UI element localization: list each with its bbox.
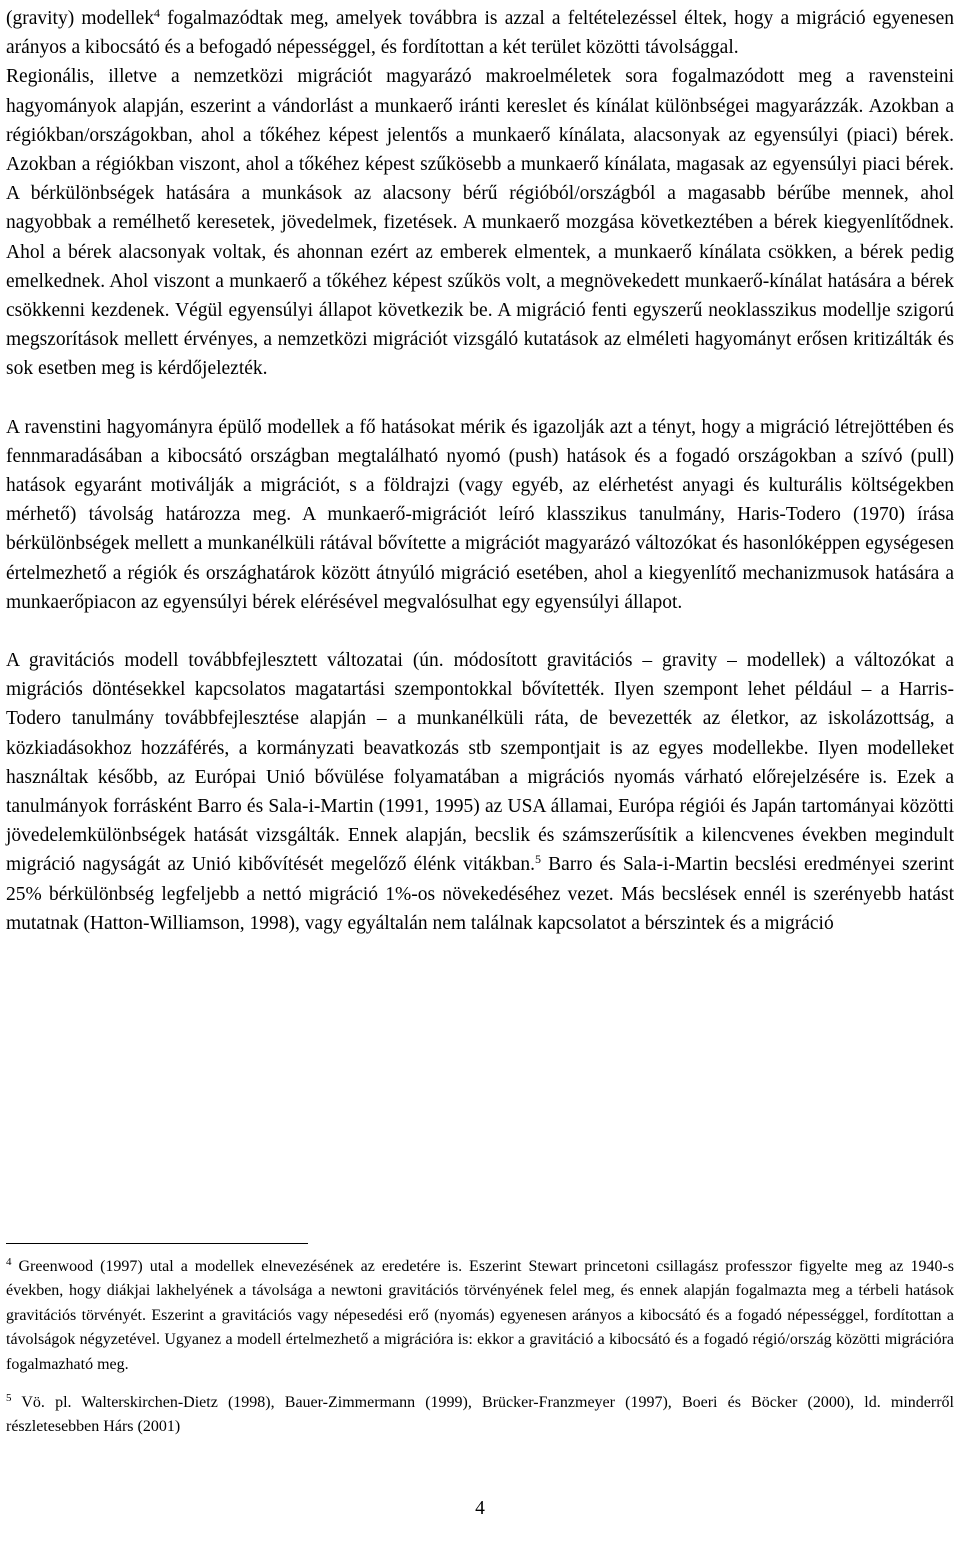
footnote-marker: 5	[6, 1392, 12, 1405]
footnote-marker: 4	[6, 1256, 12, 1268]
footnote-4	[6, 1255, 954, 1377]
paragraph-1-text-start: (gravity) modellek	[6, 8, 154, 29]
paragraph-gap	[6, 617, 954, 646]
paragraph-4-text-end: Barro és Sala-i-Martin becslési eredményei szerint 25% bérkülönbség legfeljebb a nettó migráció 1%-os növekedéséhez vezet. Más becslések ennél is szerényebb hatást mutatnak (Hatton-Williamson, 1998), vagy egyáltalán nem találnak kapcsolatot a bérszintek és a migráció	[6, 854, 954, 934]
paragraph-3: A ravenstini hagyományra épülő modellek a fő hatásokat mérik és igazolják azt a tényt, hogy a migráció létrejöttében és fennmaradásában a kibocsátó országban megtalálható nyomó (push) hatások és a fogadó országokban a szívó (pull) hatások egyaránt motiválják a migrációt, s a földrajzi (vagy egyéb, az elérhetést anyagi és kulturális költségekben mérhető) távolság határozza meg. A munkaerő-migrációt leíró klasszikus tanulmány, Haris-Todero (1970) írása bérkülönbségek mellett a munkanélküli rátával bővítette a migrációt magyarázó változókat és hasonlóképpen egységesen értelmezhető a régiók és országhatárok között átnyúló migráció esetében, ahol a kiegyenlítő mechanizmusok hatására a munkaerőpiacon az egyensúlyi bérek elérésével megvalósulhat egy egyensúlyi állapot.	[6, 416, 954, 613]
footnote-text: Greenwood (1997) utal a modellek elnevezésének az eredetére is. Eszerint Stewart princetoni csillagász professzor figyelte meg az 1940-s években, hogy diákjai lakhelyének a távolsága a newtoni gravitációs törvényének felel meg, és ennek alapján fogalmazta meg a térbeli hatások gravitációs törvényét. Eszerint a gravitációs vagy népesedési erő (nyomás) egyenesen arányos a kibocsátó és a fogadó népességgel, fordítottan a távolságok négyzetével. Ugyanez a modell értelmezhető a migrációra is: ekkor a gravitáció a kibocsátó és a fogadó régió/ország közötti migrációra fogalmazható meg.	[6, 1258, 955, 1373]
page-number: 4	[475, 1498, 485, 1519]
paragraph-2: Regionális, illetve a nemzetközi migrációt magyarázó makroelméletek sora fogalmazódott meg a ravensteini hagyományok alapján, eszerint a vándorlást a munkaerő iránti kereslet és kínálat különbségei magyarázzák. Azokban a régiókban/országokban, ahol a tőkéhez képest jelentős a munkaerő kínálata, alacsonyak az egyensúlyi (piaci) bérek. Azokban a régiókban viszont, ahol a tőkéhez képest szűkösebb a munkaerő kínálata, magasak az egyensúlyi piaci bérek. A bérkülönbségek hatására a munkások az alacsony bérű régióból/országból a magasabb bérűbe mennek, ahol nagyobbak a remélhető keresetek, jövedelmek, fizetések. A munkaerő mozgása következtében a bérek kiegyenlítődnek. Ahol a bérek alacsonyak voltak, és ahonnan ezért az emberek elmentek, a munkaerő kínálata csökken, a bérek pedig emelkednek. Ahol viszont a munkaerő a tőkéhez képest szűkös volt, a megnövekedett munkaerő-kínálat hatására a bérek csökkenni kezdenek. Végül egyensúlyi állapot következik be. A migráció fenti egyszerű neoklasszikus modellje szigorú megszorítások mellett érvényes, a nemzetközi migrációt vizsgáló kutatások az elméleti hagyományt erősen kritizálták és sok esetben meg is kérdőjelezték.	[6, 66, 954, 380]
page-body	[6, 4, 954, 938]
paragraph-1	[6, 4, 954, 62]
paragraph-4-text-start: A gravitációs modell továbbfejlesztett változatai (ún. módosított gravitációs – gravity – modellek) a változókat a migrációs döntésekkel kapcsolatos magatartási szempontokkal bővítették. Ilyen szempont lehet például – a Harris-Todero tanulmány továbbfejlesztése alapján – a munkanélküli ráta, de bevezették az életkor, az iskolázottság, a közkiadásokhoz hozzáférés, a kormányzati beavatkozás stb szempontjait is az egyes modellekbe. Ilyen modelleket használtak később, az Európai Unió bővülése folyamatában a migrációs nyomás várható előrejelzésére is. Ezek a tanulmányok forrásként Barro és Sala-i-Martin (1991, 1995) az USA államai, Európa régiói és Japán tartományai közötti jövedelemkülönbségek hatását vizsgálták. Ennek alapján, becslik és számszerűsítik a kilencvenes években megindult migráció nagyságát az Unió kibővítését megelőző élénk vitákban.	[6, 650, 954, 876]
footnote-ref-5[interactable]: 5	[534, 852, 541, 867]
footnote-text: Vö. pl. Walterskirchen-Dietz (1998), Bauer-Zimmermann (1999), Brücker-Franzmeyer (1997), Boeri és Böcker (2000), ld. minderről részletesebben Hárs (2001)	[6, 1394, 954, 1436]
footnotes	[6, 1255, 954, 1454]
paragraph-1-text-end: fogalmazódtak meg, amelyek továbbra is azzal a feltételezéssel éltek, hogy a migráció egyenesen arányos a kibocsátó és a befogadó népességgel, és fordítottan a két terület közötti távolsággal.	[6, 8, 954, 59]
footnote-5	[6, 1391, 954, 1440]
footnote-ref-4[interactable]: 4	[153, 6, 160, 20]
paragraph-4	[6, 646, 954, 938]
paragraph-gap	[6, 384, 954, 413]
footnote-separator	[6, 1243, 308, 1244]
